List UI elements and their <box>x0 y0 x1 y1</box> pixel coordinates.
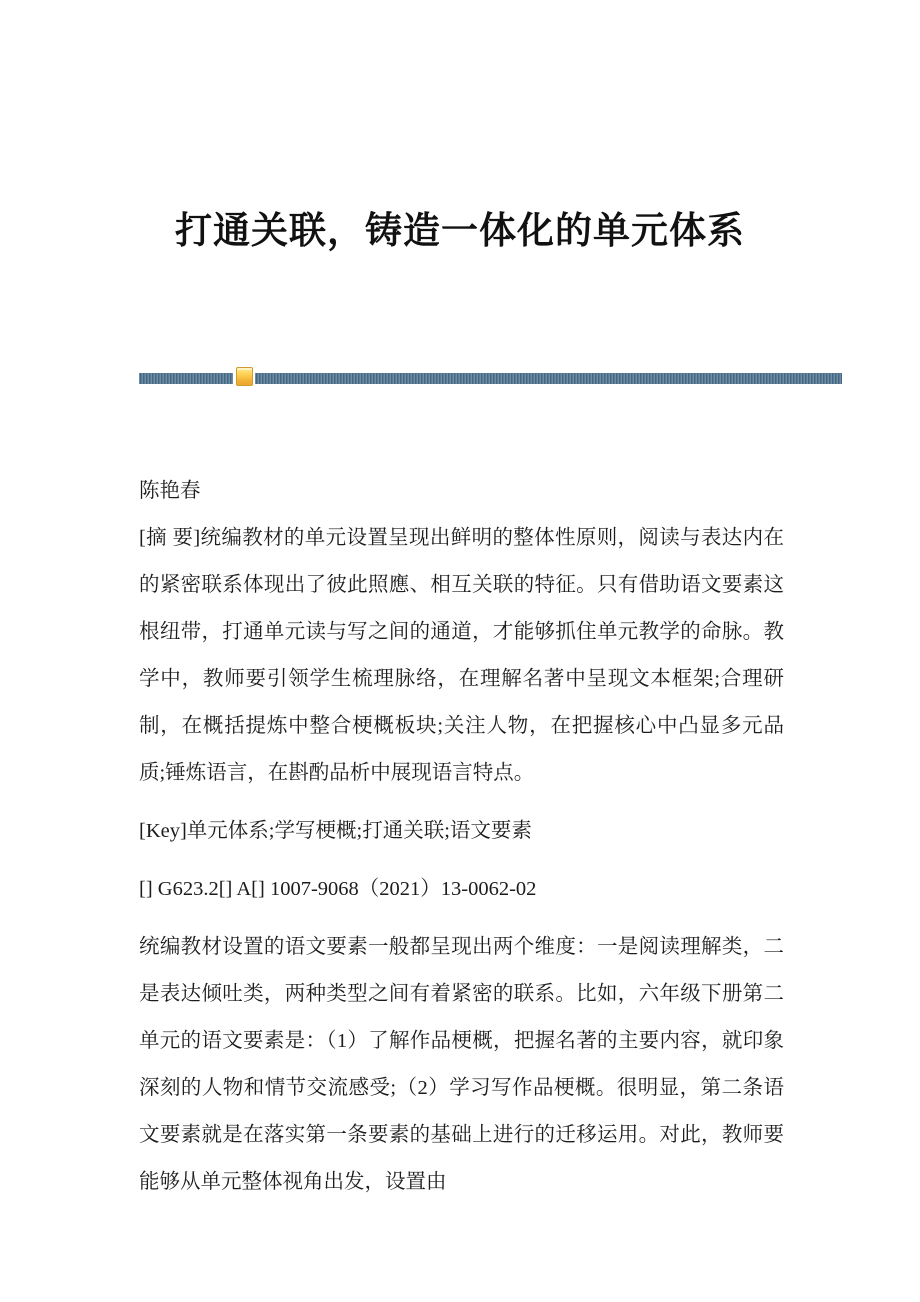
classification-line: [] G623.2[] A[] 1007-9068（2021）13-0062-02 <box>139 878 537 900</box>
divider-bar-left <box>139 373 233 384</box>
title-divider <box>139 373 842 384</box>
keywords-line: [Key]单元体系;学写梗概;打通关联;语文要素 <box>139 820 532 842</box>
document-title: 打通关联，铸造一体化的单元体系 <box>175 211 745 252</box>
divider-bar-right <box>255 373 842 384</box>
body-paragraph: 统编教材设置的语文要素一般都呈现出两个维度：一是阅读理解类，二是表达倾吐类，两种类型之间有着紧密的联系。比如，六年级下册第二单元的语文要素是：（1）了解作品梗概，把握名著的主要内容，就印象深刻的人物和情节交流感受;（2）学习写作品梗概。很明显，第二条语文要素就是在落实第一条要素的基础上进行的迁移运用。对此，教师要能够从单元整体视角出发，设置由 <box>139 936 784 1193</box>
author-name: 陈艳春 <box>139 480 201 502</box>
article-body <box>139 468 784 1217</box>
abstract-paragraph: [摘 要]统编教材的单元设置呈现出鲜明的整体性原则，阅读与表达内在的紧密联系体现出了彼此照應、相互关联的特征。只有借助语文要素这根纽带，打通单元读与写之间的通道，才能够抓住单元教学的命脉。教学中，教师要引领学生梳理脉络，在理解名著中呈现文本框架;合理研制，在概括提炼中整合梗概板块;关注人物，在把握核心中凸显多元品质;锤炼语言，在斟酌品析中展现语言特点。 <box>139 527 784 784</box>
gold-ornament-icon <box>236 367 253 386</box>
